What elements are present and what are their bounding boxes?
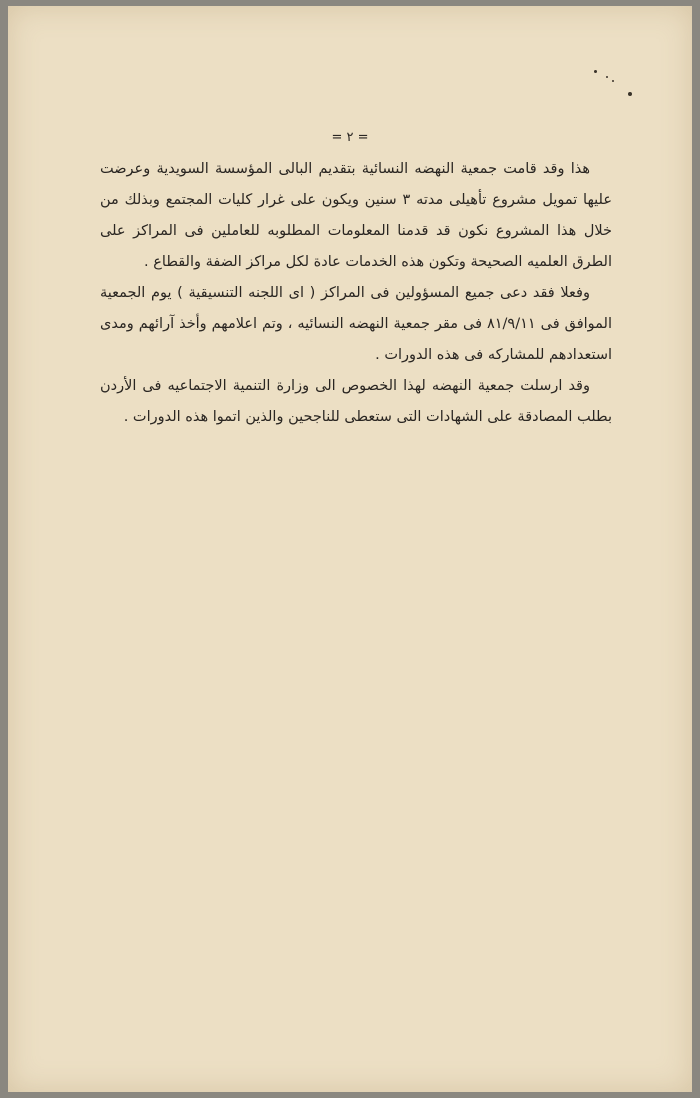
paragraph-3: وقد ارسلت جمعية النهضه لهذا الخصوص الى وزارة التنمية الاجتماعيه فى الأردن بطلب المصادقة على الشهادات التى ستعطى للناجحين والذين اتموا هذه الدورات . [100,378,612,425]
ink-speck [594,70,597,73]
document-page [8,6,692,1092]
ink-speck [612,80,614,82]
page-number: = ٢ = [331,130,369,145]
paragraph-1: هذا وقد قامت جمعية النهضه النسائية بتقديم البالى المؤسسة السويدية وعرضت عليها تمويل مشروع تأهيلى مدته ٣ سنين ويكون على غرار كليات المجتمع وبذلك من خلال هذا المشروع نكون قد قدمنا المعلومات المطلوبه للعاملين فى المراكز على الطرق العلميه الصحيحة وتكون هذه الخدمات عادة لكل مراكز الضفة والقطاع . [100,161,612,270]
paragraph-2: وفعلا فقد دعى جميع المسؤولين فى المراكز ( اى اللجنه التنسيقية ) يوم الجمعية الموافق فى ٨١/٩/١١ فى مقر جمعية النهضه النسائيه ، وتم اعلامهم وأخذ آرائهم ومدى استعدادهم للمشاركه فى هذه الدورات . [100,285,612,363]
ink-speck [606,76,608,78]
document-body [100,154,612,433]
ink-speck [628,92,632,96]
